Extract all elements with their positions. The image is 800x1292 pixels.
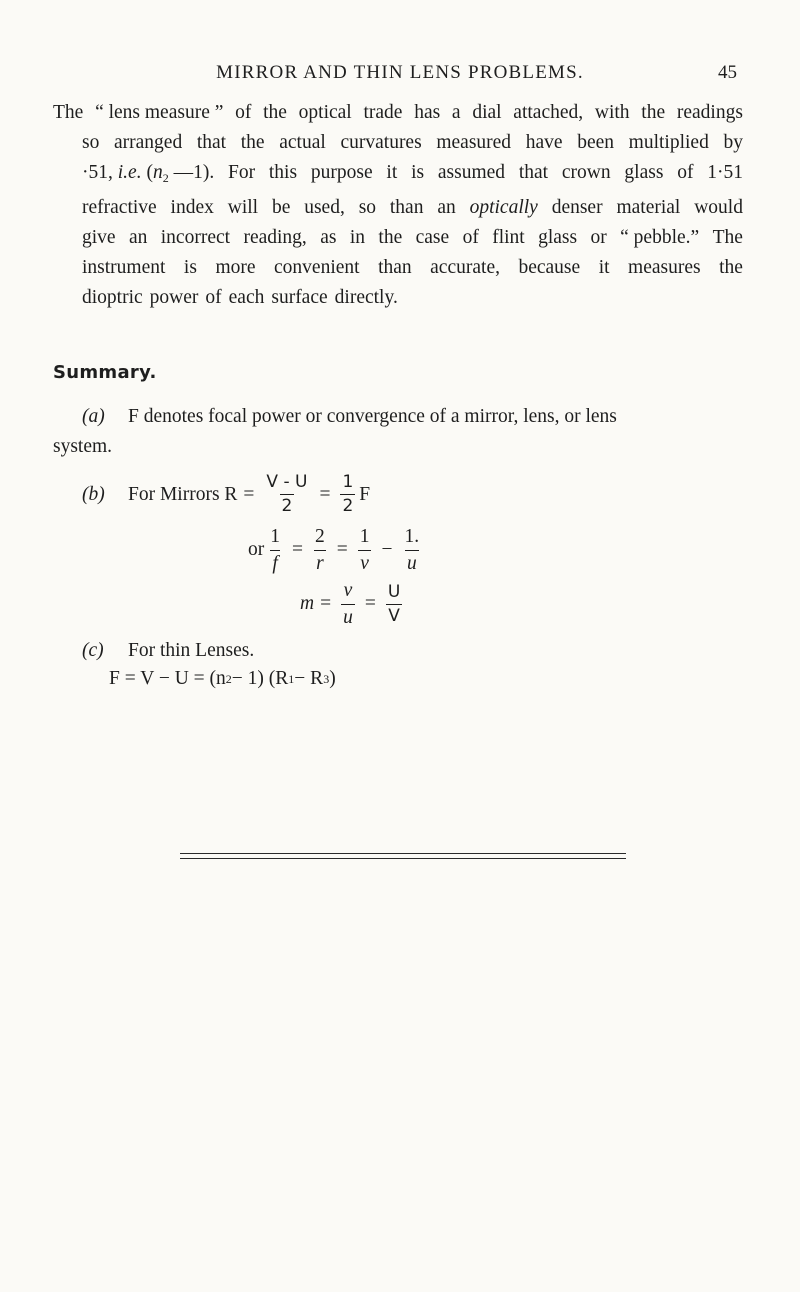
item-c-label: (c) bbox=[82, 640, 104, 661]
paragraph-word: the bbox=[719, 257, 743, 278]
paragraph-word: curvatures bbox=[340, 132, 422, 153]
body-paragraph bbox=[53, 98, 743, 313]
paragraph-word: give bbox=[82, 227, 116, 248]
paragraph-word: it bbox=[386, 162, 398, 183]
paragraph-word: as bbox=[320, 227, 337, 248]
lens-formula-mid: − 1) (R bbox=[231, 668, 289, 689]
minus-sign: − bbox=[381, 539, 393, 560]
paragraph-word: 1·51 bbox=[707, 162, 743, 183]
paragraph-word: surface bbox=[271, 287, 328, 308]
equals-sign: = bbox=[364, 593, 376, 614]
fraction-denominator: r bbox=[314, 550, 326, 574]
subscript: 2 bbox=[225, 671, 232, 686]
paragraph-word: optically bbox=[469, 197, 538, 218]
subscript: 2 bbox=[162, 171, 169, 185]
page-number: 45 bbox=[718, 62, 737, 83]
equals-sign: = bbox=[336, 539, 348, 560]
paragraph-word: it bbox=[598, 257, 610, 278]
divider-rule bbox=[180, 853, 626, 854]
paragraph-word: —1). bbox=[168, 162, 215, 183]
paragraph-word: incorrect bbox=[160, 227, 231, 248]
fraction-denominator: f bbox=[270, 550, 279, 574]
paragraph-word: “ lens measure ” bbox=[95, 102, 224, 123]
paragraph-word: multiplied bbox=[628, 132, 709, 153]
paragraph-word: so bbox=[358, 197, 377, 218]
subscript: 1 bbox=[288, 671, 295, 686]
fraction-v-over-u bbox=[341, 581, 355, 627]
fraction-numerator: v bbox=[343, 580, 353, 601]
equals-sign: = bbox=[320, 593, 332, 614]
paragraph-word: flint bbox=[492, 227, 525, 248]
paragraph-word: reading, bbox=[243, 227, 307, 248]
magnification-symbol: m bbox=[300, 593, 315, 614]
page-header bbox=[0, 62, 800, 92]
paragraph-word: be bbox=[271, 197, 291, 218]
paragraph-word: with bbox=[594, 102, 630, 123]
paragraph-word: will bbox=[227, 197, 259, 218]
fraction-denominator: u bbox=[341, 604, 355, 628]
magnification-row bbox=[300, 581, 406, 627]
paragraph-word: dial bbox=[472, 102, 502, 123]
equals-sign: = bbox=[292, 539, 303, 560]
paragraph-word: glass bbox=[624, 162, 664, 183]
paragraph-word: crown bbox=[561, 162, 611, 183]
lens-formula-mid2: − R bbox=[294, 668, 324, 689]
summary-heading: Summary. bbox=[53, 362, 157, 383]
item-a-text: F denotes focal power or convergence of a mirror, lens, or lens bbox=[128, 406, 617, 427]
paragraph-word: of bbox=[677, 162, 694, 183]
paragraph-word: that bbox=[518, 162, 549, 183]
paragraph-line bbox=[82, 253, 743, 283]
summary-item-a bbox=[53, 402, 742, 462]
fraction-denominator: u bbox=[405, 550, 419, 574]
paragraph-word: case bbox=[415, 227, 450, 248]
mirror-formula-row bbox=[82, 474, 370, 515]
paragraph-word: purpose bbox=[310, 162, 373, 183]
paragraph-word: accurate, bbox=[430, 257, 500, 278]
or-word: or bbox=[248, 539, 265, 560]
paragraph-word: more bbox=[215, 257, 256, 278]
item-b-label: (b) bbox=[82, 483, 105, 505]
paragraph-word: in bbox=[349, 227, 366, 248]
item-b-text: For Mirrors R bbox=[128, 483, 238, 505]
paragraph-word: the bbox=[263, 102, 287, 123]
running-title: MIRROR AND THIN LENS PROBLEMS. bbox=[216, 62, 584, 83]
summary-item-c bbox=[82, 640, 254, 662]
fraction-denominator: v bbox=[358, 550, 371, 574]
fraction-numerator: 1 bbox=[270, 526, 280, 547]
paragraph-word: of bbox=[205, 287, 222, 308]
paragraph-line bbox=[82, 223, 743, 253]
fraction-numerator: 1 bbox=[342, 472, 354, 492]
paragraph-word: material bbox=[616, 197, 681, 218]
paragraph-word: optical bbox=[298, 102, 352, 123]
fraction-1-over-v bbox=[358, 527, 372, 573]
item-a-text-cont: system. bbox=[53, 436, 113, 457]
paragraph-word: arranged bbox=[114, 132, 183, 153]
paragraph-word: is bbox=[411, 162, 425, 183]
paragraph-word: refractive bbox=[82, 197, 157, 218]
subscript: 3 bbox=[323, 671, 330, 686]
paragraph-line bbox=[53, 98, 743, 128]
paragraph-word: index bbox=[170, 197, 214, 218]
paragraph-word: ·51, i.e. ($n_2$ —1). bbox=[82, 162, 215, 185]
paragraph-word: “ pebble.” bbox=[620, 227, 700, 248]
fraction-numerator: 1. bbox=[404, 526, 420, 547]
paragraph-word: readings bbox=[676, 102, 743, 123]
paragraph-word: trade bbox=[363, 102, 403, 123]
lens-formula-end: ) bbox=[329, 668, 336, 689]
fraction-1-over-u bbox=[403, 527, 422, 573]
paragraph-word: been bbox=[577, 132, 614, 153]
fraction-numerator: 1 bbox=[359, 526, 370, 547]
fraction-denominator: V bbox=[388, 605, 400, 626]
paragraph-word: this bbox=[268, 162, 298, 183]
paragraph-word: assumed bbox=[437, 162, 506, 183]
paragraph-word: The bbox=[712, 227, 743, 248]
thin-lens-formula bbox=[109, 668, 336, 690]
fraction-denominator: 2 bbox=[281, 496, 293, 516]
paragraph-word: dioptric bbox=[82, 287, 143, 308]
fraction-2-over-r bbox=[313, 527, 327, 573]
paragraph-word: of bbox=[235, 102, 252, 123]
paragraph-word: would bbox=[694, 197, 743, 218]
paragraph-word: glass bbox=[538, 227, 578, 248]
paragraph-word: measured bbox=[436, 132, 512, 153]
paragraph-word: or bbox=[590, 227, 607, 248]
paragraph-word: each bbox=[228, 287, 265, 308]
paragraph-word: measures bbox=[628, 257, 701, 278]
fraction-numerator: U bbox=[387, 581, 401, 602]
paragraph-word: denser bbox=[551, 197, 603, 218]
paragraph-line bbox=[82, 193, 743, 223]
paragraph-word: is bbox=[183, 257, 197, 278]
paragraph-word: directly. bbox=[334, 287, 398, 308]
paragraph-word: attached, bbox=[513, 102, 584, 123]
fraction-numerator: 2 bbox=[315, 526, 325, 547]
paragraph-word: The bbox=[53, 102, 84, 123]
paragraph-word: that bbox=[196, 132, 227, 153]
paragraph-word: the bbox=[641, 102, 666, 123]
paragraph-line bbox=[82, 283, 743, 313]
paragraph-word: For bbox=[228, 162, 256, 183]
paragraph-word: instrument bbox=[82, 257, 166, 278]
fraction-denominator: 2 bbox=[342, 496, 354, 516]
paragraph-word: have bbox=[525, 132, 563, 153]
paragraph-word: than bbox=[378, 257, 412, 278]
fraction-U-over-V bbox=[386, 581, 402, 626]
paragraph-word: because bbox=[518, 257, 581, 278]
paragraph-word: an bbox=[128, 227, 148, 248]
paragraph-word: has bbox=[414, 102, 441, 123]
fraction-v-minus-u-over-2 bbox=[264, 474, 309, 515]
paragraph-word: so bbox=[82, 132, 100, 153]
item-a-label: (a) bbox=[82, 406, 105, 427]
focal-power-symbol: F bbox=[359, 483, 371, 505]
paragraph-word: of bbox=[462, 227, 479, 248]
paragraph-word: an bbox=[437, 197, 456, 218]
item-c-text: For thin Lenses. bbox=[128, 640, 255, 661]
paragraph-word: by bbox=[723, 132, 743, 153]
equals-sign: = bbox=[243, 483, 255, 505]
paragraph-word: than bbox=[389, 197, 424, 218]
paragraph-word: convenient bbox=[274, 257, 360, 278]
paragraph-line bbox=[82, 128, 743, 158]
paragraph-word: a bbox=[451, 102, 461, 123]
paragraph-line bbox=[82, 158, 743, 193]
paragraph-word: used, bbox=[304, 197, 345, 218]
lens-formula-lhs: F = V − U = (n bbox=[109, 668, 226, 689]
conjugate-focus-row bbox=[248, 527, 425, 573]
paragraph-word: actual bbox=[279, 132, 326, 153]
paragraph-word: power bbox=[149, 287, 199, 308]
divider-rule bbox=[180, 858, 626, 859]
fraction-numerator: V - U bbox=[266, 472, 308, 492]
fraction-one-half bbox=[340, 474, 355, 515]
equals-sign: = bbox=[319, 483, 331, 505]
fraction-1-over-f bbox=[268, 527, 282, 573]
paragraph-word: the bbox=[240, 132, 265, 153]
paragraph-word: the bbox=[378, 227, 403, 248]
